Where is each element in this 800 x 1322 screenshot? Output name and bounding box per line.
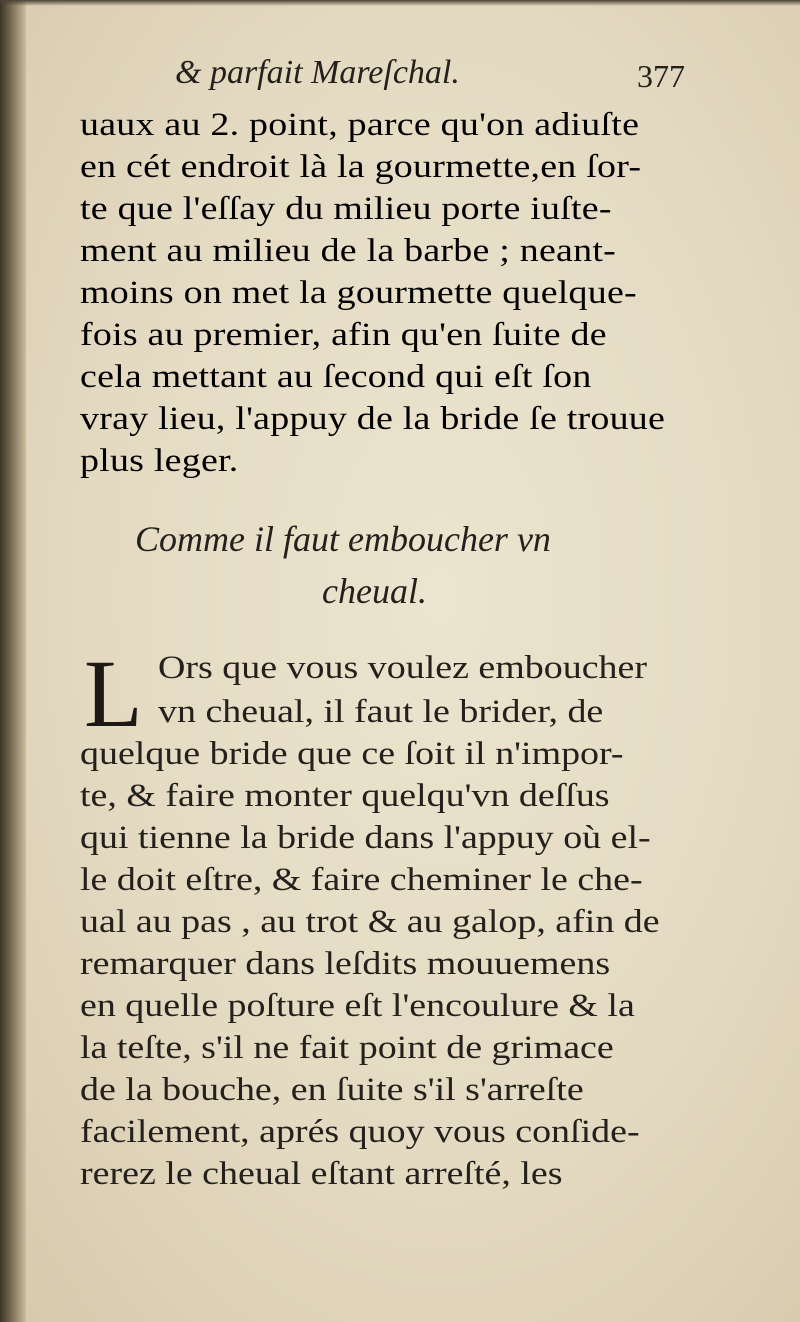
drop-cap: L — [84, 640, 143, 747]
text-line: le doit eſtre, & faire cheminer le che- — [80, 862, 643, 898]
page-number: 377 — [637, 58, 685, 94]
text-line: plus leger. — [80, 443, 239, 479]
text-line: te que l'eſſay du milieu porte iuſte- — [80, 191, 612, 227]
text-line: Ors que vous voulez emboucher — [158, 650, 648, 686]
text-line: fois au premier, afin qu'en ſuite de — [80, 317, 607, 353]
text-line: moins on met la gourmette quelque- — [80, 275, 637, 311]
text-line: cela mettant au ſecond qui eſt ſon — [80, 359, 592, 395]
text-line: remarquer dans leſdits mouuemens — [80, 946, 611, 982]
text-line: ment au milieu de la barbe ; neant- — [80, 233, 616, 269]
text-line: en cét endroit là la gourmette,en ſor- — [80, 149, 642, 185]
running-header — [175, 54, 685, 102]
text-line: uaux au 2. point, parce qu'on adiuſte — [80, 107, 640, 143]
text-line: de la bouche, en ſuite s'il s'arreſte — [80, 1072, 584, 1108]
text-line: vn cheual, il faut le brider, de — [158, 694, 604, 730]
text-line: ual au pas , au trot & au galop, afin de — [80, 904, 660, 940]
text-line: facilement, aprés quoy vous conſide- — [80, 1114, 640, 1150]
text-line: vray lieu, l'appuy de la bride ſe trouue — [80, 401, 666, 437]
section-heading-line-2: cheual. — [322, 571, 427, 611]
section-heading-line-1: Comme il faut emboucher vn — [135, 519, 551, 559]
text-line: rerez le cheual eſtant arreſté, les — [80, 1156, 563, 1192]
page-top-edge — [0, 0, 800, 6]
page-gutter — [0, 0, 26, 1322]
text-line: te, & faire monter quelqu'vn deſſus — [80, 778, 610, 814]
text-line: la teſte, s'il ne fait point de grimace — [80, 1030, 614, 1066]
text-line: qui tienne la bride dans l'appuy où el- — [80, 820, 651, 856]
running-title: & parfait Mareſchal. — [175, 54, 460, 91]
text-line: en quelle poſture eſt l'encoulure & la — [80, 988, 635, 1024]
text-line: quelque bride que ce ſoit il n'impor- — [80, 736, 624, 772]
